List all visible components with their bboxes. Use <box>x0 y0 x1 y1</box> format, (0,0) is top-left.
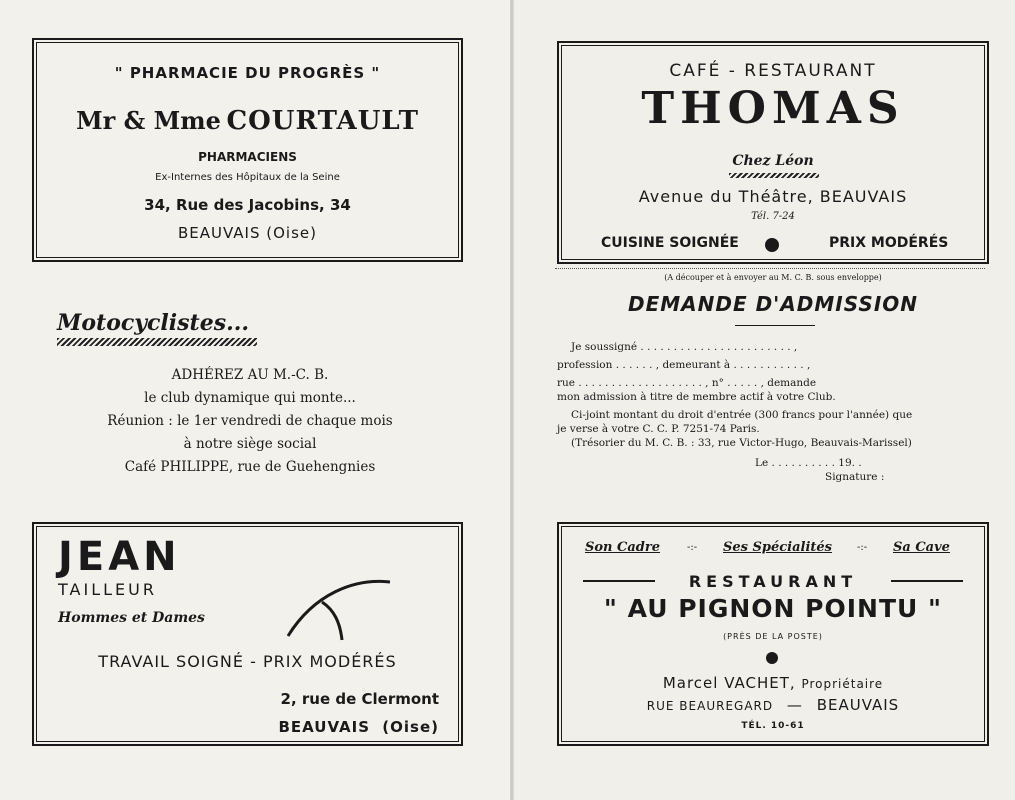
pignon-rule-right <box>891 580 963 582</box>
thomas-host: Chez Léon <box>732 153 814 169</box>
pignon-owner-line <box>559 674 987 692</box>
form-line-2: profession . . . . . . , demeurant à . . . . . . . . . . . , <box>557 359 811 371</box>
cut-line <box>555 268 985 269</box>
jean-city-line <box>278 718 439 736</box>
pharmacie-city: BEAUVAIS (Oise) <box>177 224 317 242</box>
pignon-tagline-3: Sa Cave <box>893 540 950 555</box>
form-line-1: Je soussigné . . . . . . . . . . . . . . . . . . . . . . . , <box>571 341 798 353</box>
form-line-8: Le . . . . . . . . . . 19. . <box>755 457 862 469</box>
moto-line-4: à notre siège social <box>183 436 317 452</box>
moto-line-1: ADHÉREZ AU M.-C. B. <box>171 367 329 383</box>
jean-address: 2, rue de Clermont <box>280 690 439 708</box>
thomas-host-underline <box>729 173 819 178</box>
form-line-6: je verse à votre C. C. P. 7251-74 Paris. <box>557 423 760 435</box>
jean-slogan: TRAVAIL SOIGNÉ - PRIX MODÉRÉS <box>98 652 397 671</box>
pignon-ad <box>557 522 989 746</box>
swoosh-logo <box>284 574 394 644</box>
thomas-right-tag: PRIX MODÉRÉS <box>829 235 949 251</box>
form-signature: Signature : <box>825 471 885 483</box>
pharmacie-role: PHARMACIENS <box>198 150 297 164</box>
moto-line-3: Réunion : le 1er vendredi de chaque mois <box>107 413 393 429</box>
thomas-address: Avenue du Théâtre, BEAUVAIS <box>638 187 908 206</box>
pharmacie-credentials: Ex-Internes des Hôpitaux de la Seine <box>155 172 340 183</box>
pignon-tagline-1: Son Cadre <box>585 540 661 555</box>
jean-name: JEAN <box>58 534 181 580</box>
owners-name: COURTAULT <box>226 106 419 136</box>
pignon-owner: Marcel VACHET, <box>662 674 796 692</box>
pharmacie-owners <box>34 106 461 136</box>
page-fold <box>510 0 514 800</box>
jean-city: BEAUVAIS <box>278 718 371 736</box>
moto-text <box>40 364 460 479</box>
pignon-address-line <box>559 696 987 714</box>
moto-line-5: Café PHILIPPE, rue de Guehengnies <box>124 459 376 475</box>
thomas-phone: Tél. 7-24 <box>751 211 795 222</box>
owners-prefix: Mr & Mme <box>76 106 221 135</box>
pharmacie-address: 34, Rue des Jacobins, 34 <box>144 196 351 214</box>
moto-underline <box>57 338 257 346</box>
pignon-name: " AU PIGNON POINTU " <box>603 594 943 623</box>
form-cut-note: (A découper et à envoyer au M. C. B. sous enveloppe) <box>664 273 882 282</box>
pignon-owner-role: Propriétaire <box>801 677 884 691</box>
pignon-dash: — <box>786 696 803 714</box>
moto-title: Motocyclistes... <box>57 310 250 336</box>
jean-clientele: Hommes et Dames <box>58 610 205 626</box>
thomas-kind: CAFÉ - RESTAURANT <box>669 61 877 81</box>
pharmacie-ad <box>32 38 463 262</box>
thomas-ad <box>557 41 989 264</box>
jean-ad <box>32 522 463 746</box>
form-title: DEMANDE D'ADMISSION <box>627 292 919 316</box>
jean-region: (Oise) <box>382 718 439 736</box>
thomas-name: THOMAS <box>641 83 905 134</box>
bullet-dot <box>765 238 779 252</box>
jean-trade: TAILLEUR <box>58 580 157 599</box>
pignon-bullet <box>766 652 778 664</box>
pignon-phone: TÉL. 10-61 <box>741 721 805 731</box>
pignon-sep-1: -:- <box>687 542 698 553</box>
form-title-rule <box>735 325 815 326</box>
pignon-kind: RESTAURANT <box>688 572 858 591</box>
form-line-5: Ci-joint montant du droit d'entrée (300 francs pour l'année) que <box>571 409 913 421</box>
pignon-tagline-2: Ses Spécialités <box>723 540 833 555</box>
form-line-3: rue . . . . . . . . . . . . . . . . . . . , n° . . . . . , demande <box>557 377 817 389</box>
form-line-7: (Trésorier du M. C. B. : 33, rue Victor-Hugo, Beauvais-Marissel) <box>571 437 912 449</box>
pignon-street: RUE BEAUREGARD <box>646 699 774 713</box>
pignon-sep-2: -:- <box>857 542 868 553</box>
form-line-4: mon admission à titre de membre actif à votre Club. <box>557 391 836 403</box>
moto-line-2: le club dynamique qui monte... <box>144 390 356 406</box>
pignon-location: (PRÈS DE LA POSTE) <box>723 632 823 641</box>
thomas-left-tag: CUISINE SOIGNÉE <box>601 235 739 251</box>
pignon-city: BEAUVAIS <box>816 696 900 714</box>
pharmacie-name: " PHARMACIE DU PROGRÈS " <box>114 64 381 82</box>
